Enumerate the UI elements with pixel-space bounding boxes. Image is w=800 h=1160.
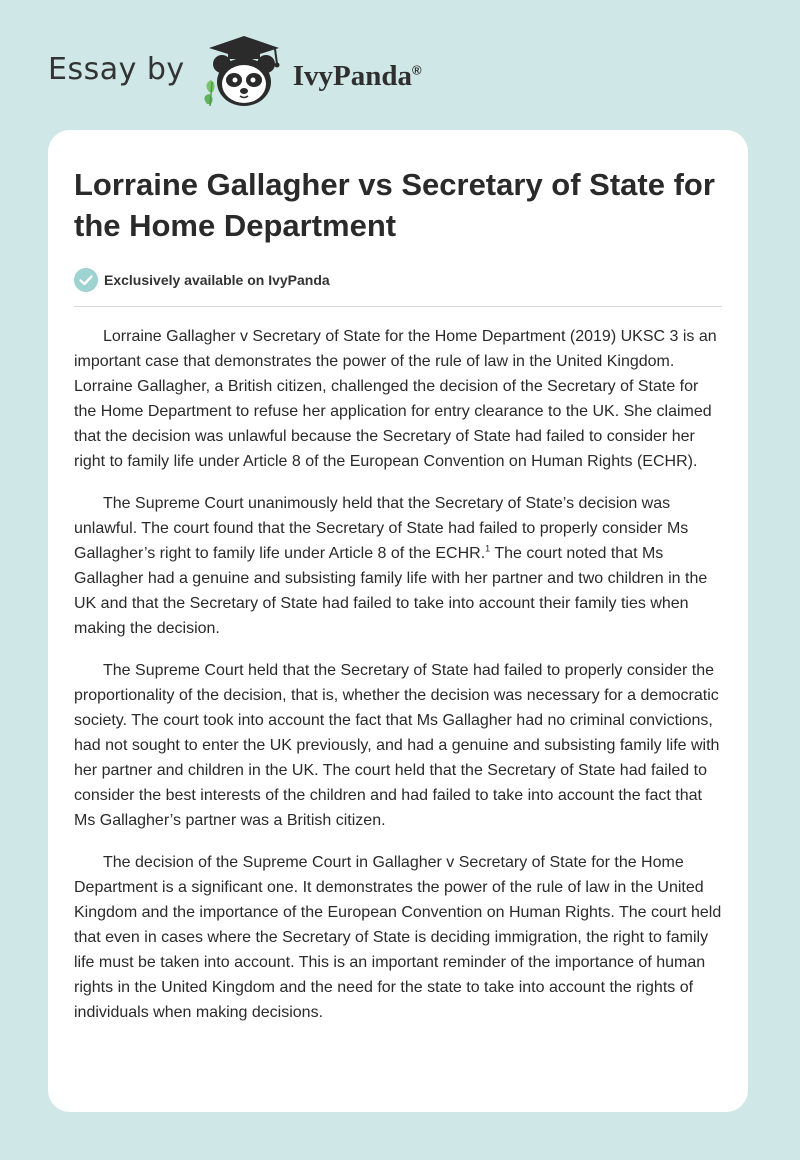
footnote-ref[interactable]: 1	[485, 543, 491, 554]
check-circle-icon	[74, 268, 98, 292]
paragraph-4: The decision of the Supreme Court in Gallagher v Secretary of State for the Home Department is a significant one. It demonstrates the power of the rule of law in the United Kingdom and the importance of the European Convention on Human Rights. The court held that even in cases where the Secretary of State is deciding immigration, the right to family life must be taken into account. This is an important reminder of the importance of human rights in the United Kingdom and the need for the state to take into account the rights of individuals when making decisions.	[74, 854, 722, 1021]
panda-logo-icon	[199, 34, 289, 110]
exclusive-badge-text: Exclusively available on IvyPanda	[104, 272, 330, 288]
paragraph-1: Lorraine Gallagher v Secretary of State for the Home Department (2019) UKSC 3 is an important case that demonstrates the power of the rule of law in the United Kingdom. Lorraine Gallagher, a British citizen, challenged the decision of the Secretary of State for the Home Department to refuse her application for entry clearance to the UK. She claimed that the decision was unlawful because the Secretary of State had failed to consider her right to family life under Article 8 of the European Convention on Human Rights (ECHR).	[74, 328, 717, 470]
exclusive-badge	[74, 267, 722, 293]
divider	[74, 306, 722, 307]
article-title: Lorraine Gallagher vs Secretary of State for the Home Department	[74, 167, 715, 243]
brand-name: IvyPanda®	[292, 59, 422, 92]
paragraph-3: The Supreme Court held that the Secretary of State had failed to properly consider the proportionality of the decision, that is, whether the decision was necessary for a democratic society. The court took into account the fact that Ms Gallagher had no criminal convictions, had not sought to enter the UK previously, and had a genuine and subsisting family life with her partner and children in the UK. The court held that the Secretary of State had failed to consider the best interests of the children and had failed to take into account the fact that Ms Gallagher’s partner was a British citizen.	[74, 662, 720, 829]
paragraph-2: The Supreme Court unanimously held that the Secretary of State’s decision was unlawful. The court found that the Secretary of State had failed to properly consider Ms Gallagher’s right to family life under Article 8 of the ECHR.$^1$ The court noted that Ms Gallagher had a genuine and subsisting family life with her partner and two children in the UK and that the Secretary of State had failed to take into account their family ties when making the decision.	[74, 495, 708, 637]
brand-prefix: Essay by	[48, 51, 185, 87]
brand-header	[48, 34, 422, 110]
article-card	[48, 130, 748, 1112]
